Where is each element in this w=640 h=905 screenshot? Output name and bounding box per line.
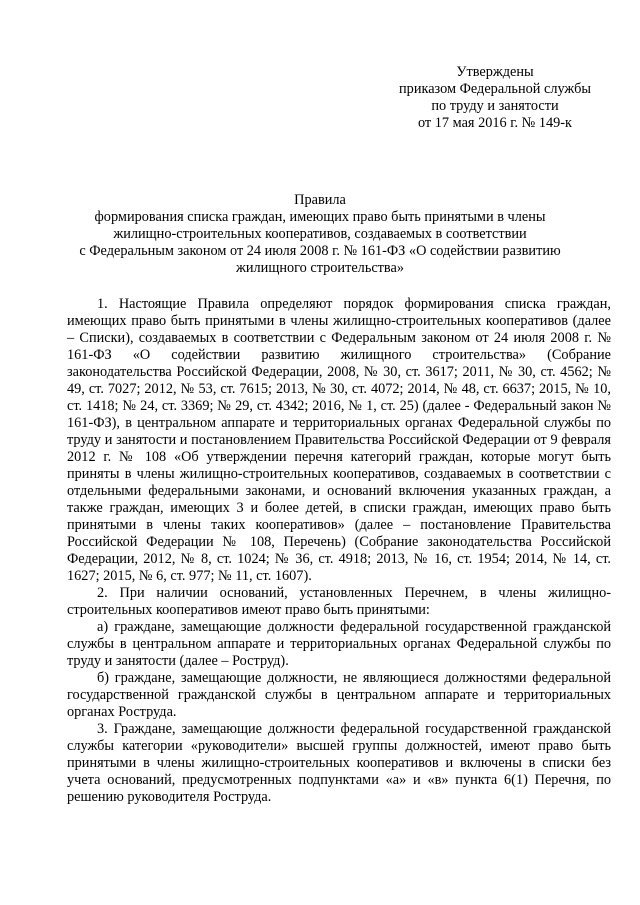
title-line: Правила [294, 192, 346, 208]
title-line: жилищного строительства» [236, 260, 404, 276]
approval-line: по труду и занятости [431, 98, 559, 114]
approval-line: от 17 мая 2016 г. № 149-к [417, 115, 573, 131]
title-line: жилищно-строительных кооперативов, создаваемых в соответствии [113, 226, 527, 242]
paragraph-3: 3. Граждане, замещающие должности федеральной государственной гражданской службы категории «руководители» высшей группы должностей, имеют право быть принятыми в члены жилищно-строительных кооперативов и включены в списки без учета оснований, предусмотренных подпунктами «а» и «в» пункта 6(1) Перечня, по решению руководителя Роструда. [67, 721, 611, 805]
approval-line: приказом Федеральной службы [399, 81, 591, 97]
approval-line: Утверждены [456, 64, 534, 80]
paragraph-2: 2. При наличии оснований, установленных Перечнем, в члены жилищно-строительных кооперативов имеют право быть принятыми: [67, 585, 611, 618]
paragraph-2a: а) граждане, замещающие должности федеральной государственной гражданской службы в центральном аппарате и территориальных органах Федеральной службы по труду и занятости (далее – Роструд). [67, 619, 611, 669]
paragraph-1: 1. Настоящие Правила определяют порядок формирования списка граждан, имеющих право быть принятыми в члены жилищно-строительных кооперативов (далее – Списки), создаваемых в соответствии с Федеральным законом от 24 июля 2008 г. № 161-ФЗ «О содействии развитию жилищного строительства» (Собрание законодательства Российской Федерации, 2008, № 30, ст. 3617; 2011, № 30, ст. 4562; № 49, ст. 7027; 2012, № 53, ст. 7615; 2013, № 30, ст. 4072; 2014, № 48, ст. 6637; 2015, № 10, ст. 1418; № 24, ст. 3369; № 29, ст. 4342; 2016, № 1, ст. 25) (далее - Федеральный закон № 161-ФЗ), в центральном аппарате и территориальных органах Федеральной службы по труду и занятости и постановлением Правительства Российской Федерации от 9 февраля 2012 г. № 108 «Об утверждении перечня категорий граждан, которые могут быть приняты в члены жилищно-строительных кооперативов, создаваемых в соответствии с отдельными федеральными законами, и оснований включения указанных граждан, а также граждан, имеющих 3 и более детей, в списки граждан, имеющих право быть принятыми в члены таких кооперативов» (далее – постановление Правительства Российской Федерации № 108, Перечень) (Собрание законодательства Российской Федерации, 2012, № 8, ст. 1024; № 36, ст. 4918; 2013, № 16, ст. 1954; 2014, № 14, ст. 1627; 2015, № 6, ст. 977; № 11, ст. 1607). [67, 296, 611, 584]
title-line: с Федеральным законом от 24 июля 2008 г. № 161-ФЗ «О содействии развитию [79, 243, 561, 259]
document-title [60, 192, 580, 277]
approval-stamp [390, 64, 600, 132]
title-line: формирования списка граждан, имеющих право быть принятыми в члены [94, 209, 546, 225]
paragraph-2b: б) граждане, замещающие должности, не являющиеся должностями федеральной государственной гражданской службы в центральном аппарате и территориальных органах Роструда. [67, 670, 611, 720]
document-body [67, 296, 611, 806]
